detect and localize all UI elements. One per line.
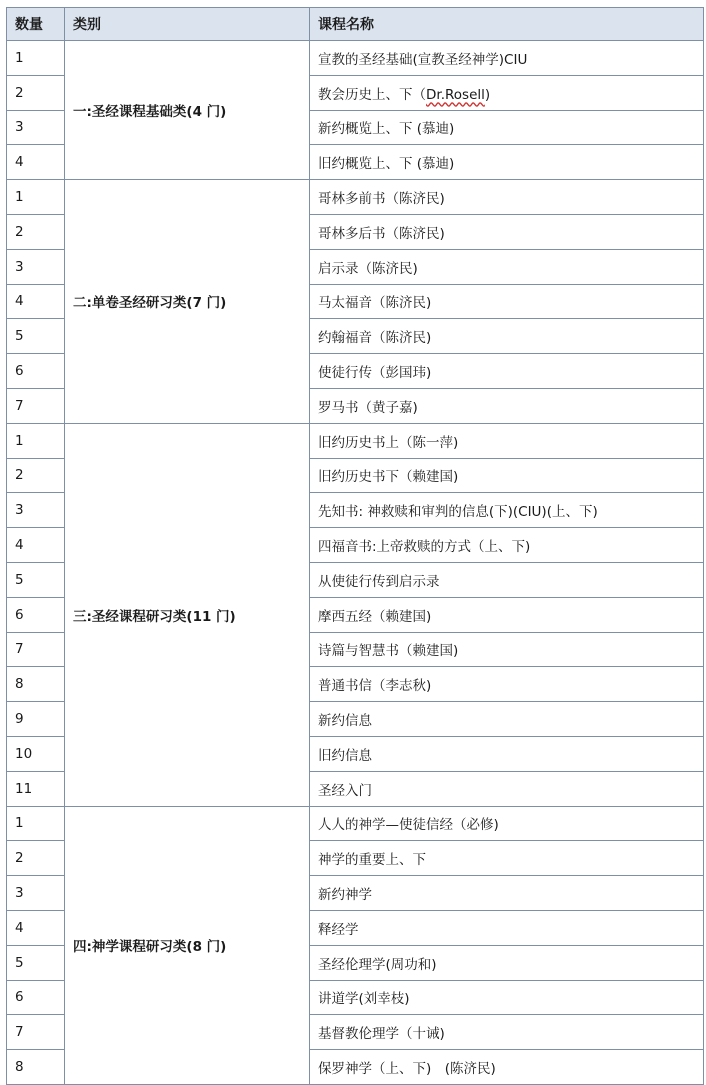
row-number: 1	[7, 41, 65, 76]
table-row	[7, 806, 704, 841]
row-number: 1	[7, 180, 65, 215]
course-name-cell: 人人的神学—使徒信经（必修)	[310, 806, 704, 841]
course-name-cell: 圣经入门	[310, 771, 704, 806]
row-number: 3	[7, 493, 65, 528]
header-count: 数量	[7, 8, 65, 41]
row-number: 8	[7, 667, 65, 702]
course-name-cell: 新约神学	[310, 876, 704, 911]
course-name-cell: 圣经伦理学(周功和)	[310, 945, 704, 980]
category-cell: 一:圣经课程基础类(4 门)	[65, 41, 310, 180]
course-table	[6, 7, 704, 1085]
row-number: 4	[7, 145, 65, 180]
course-name-cell: 马太福音（陈济民)	[310, 284, 704, 319]
course-name-cell: 罗马书（黄子嘉)	[310, 388, 704, 423]
row-number: 3	[7, 110, 65, 145]
category-cell: 三:圣经课程研习类(11 门)	[65, 423, 310, 806]
course-name-cell: 神学的重要上、下	[310, 841, 704, 876]
row-number: 10	[7, 736, 65, 771]
course-name-cell: 普通书信（李志秋)	[310, 667, 704, 702]
course-name-cell: 约翰福音（陈济民)	[310, 319, 704, 354]
row-number: 2	[7, 841, 65, 876]
row-number: 6	[7, 354, 65, 389]
course-name-cell: 先知书: 神救赎和审判的信息(下)(CIU)(上、下)	[310, 493, 704, 528]
course-name-cell: 基督教伦理学（十诫)	[310, 1015, 704, 1050]
course-name-part: )	[484, 86, 491, 103]
row-number: 4	[7, 910, 65, 945]
course-name-cell: 从使徒行传到启示录	[310, 562, 704, 597]
row-number: 7	[7, 1015, 65, 1050]
row-number: 5	[7, 319, 65, 354]
row-number: 1	[7, 423, 65, 458]
table-body	[7, 41, 704, 1085]
course-name-cell: 旧约信息	[310, 736, 704, 771]
course-name-cell: 讲道学(刘幸枝)	[310, 980, 704, 1015]
row-number: 3	[7, 249, 65, 284]
row-number: 9	[7, 702, 65, 737]
course-name-cell: 使徒行传（彭国玮)	[310, 354, 704, 389]
course-name-cell: 摩西五经（赖建国)	[310, 597, 704, 632]
course-name-part: 教会历史上、下（	[318, 86, 426, 103]
row-number: 2	[7, 75, 65, 110]
course-name-cell: 四福音书:上帝救赎的方式（上、下)	[310, 528, 704, 563]
course-name-cell: 旧约概览上、下 (慕迪)	[310, 145, 704, 180]
course-name-cell: 旧约历史书上（陈一萍)	[310, 423, 704, 458]
row-number: 2	[7, 458, 65, 493]
row-number: 7	[7, 632, 65, 667]
row-number: 5	[7, 562, 65, 597]
course-name-cell: 哥林多后书（陈济民)	[310, 214, 704, 249]
course-name-cell: 宣教的圣经基础(宣教圣经神学)CIU	[310, 41, 704, 76]
table-row	[7, 41, 704, 76]
row-number: 6	[7, 597, 65, 632]
header-course-name: 课程名称	[310, 8, 704, 41]
course-name-cell: 保罗神学（上、下) (陈济民)	[310, 1050, 704, 1085]
course-name-underlined: Dr.Rosell	[426, 86, 485, 103]
header-row	[7, 8, 704, 41]
row-number: 6	[7, 980, 65, 1015]
row-number: 3	[7, 876, 65, 911]
row-number: 4	[7, 528, 65, 563]
header-category: 类别	[65, 8, 310, 41]
row-number: 8	[7, 1050, 65, 1085]
row-number: 11	[7, 771, 65, 806]
table-row	[7, 423, 704, 458]
course-name-cell: 旧约历史书下（赖建国)	[310, 458, 704, 493]
row-number: 1	[7, 806, 65, 841]
row-number: 2	[7, 214, 65, 249]
course-name-cell: 诗篇与智慧书（赖建国)	[310, 632, 704, 667]
course-name-cell: 新约信息	[310, 702, 704, 737]
course-name-cell: 新约概览上、下 (慕迪)	[310, 110, 704, 145]
row-number: 4	[7, 284, 65, 319]
category-cell: 二:单卷圣经研习类(7 门)	[65, 180, 310, 424]
course-name-cell	[310, 75, 704, 110]
row-number: 7	[7, 388, 65, 423]
course-name-cell: 启示录（陈济民)	[310, 249, 704, 284]
course-name-cell: 释经学	[310, 910, 704, 945]
category-cell: 四:神学课程研习类(8 门)	[65, 806, 310, 1084]
table-row	[7, 180, 704, 215]
course-name-cell: 哥林多前书（陈济民)	[310, 180, 704, 215]
row-number: 5	[7, 945, 65, 980]
